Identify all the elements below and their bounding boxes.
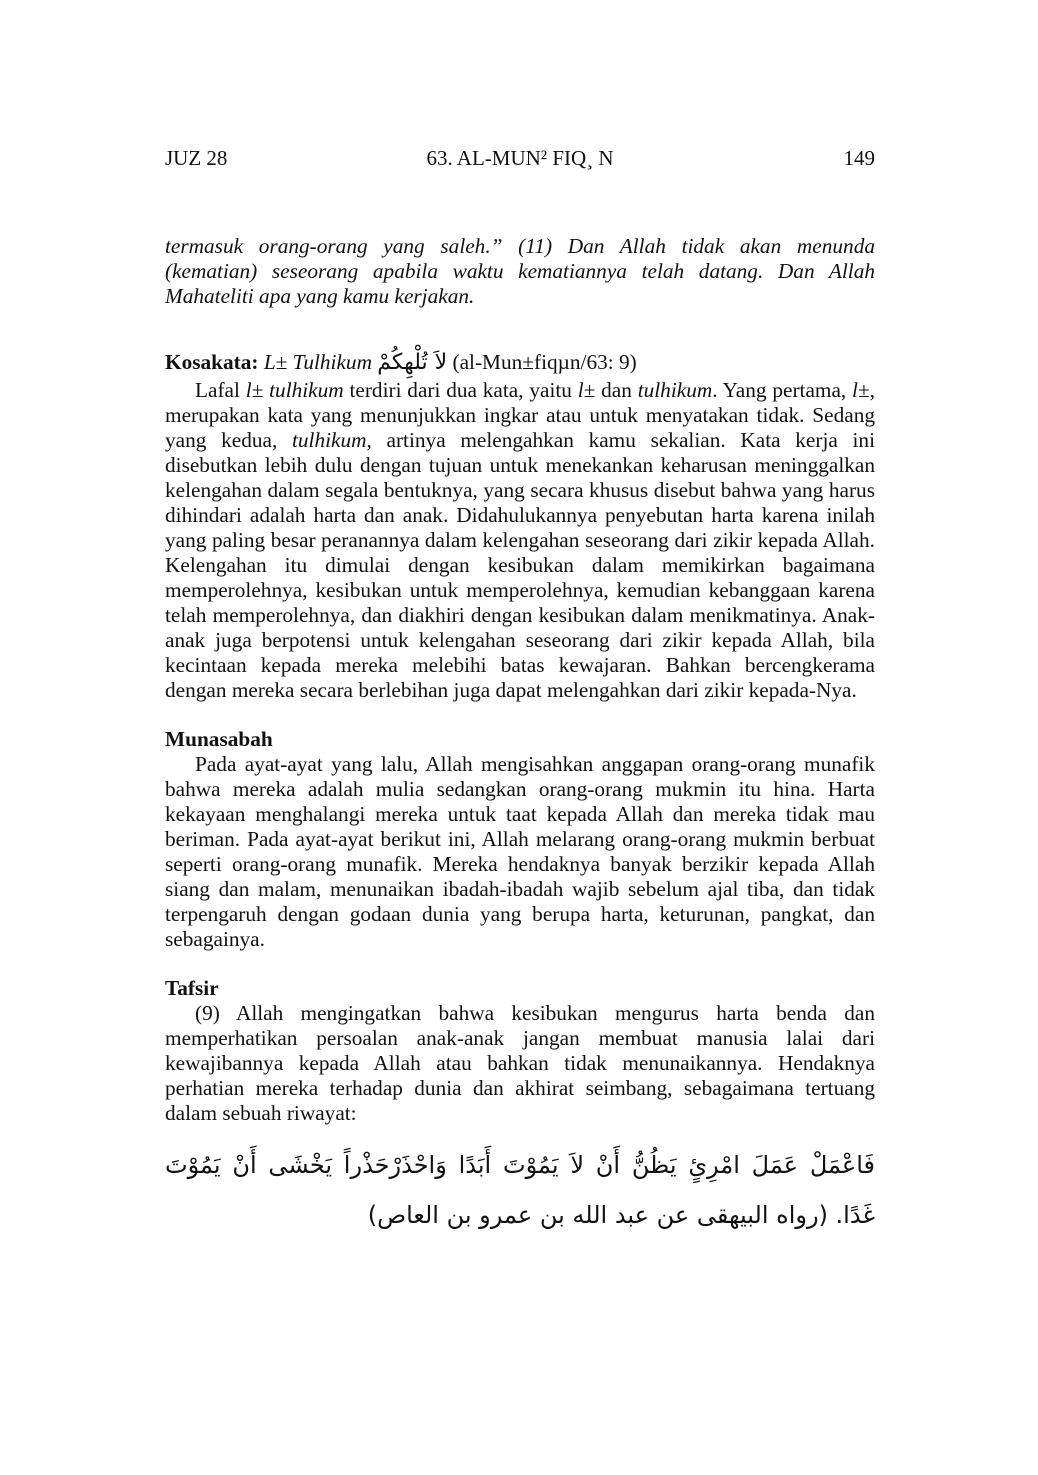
tafsir-heading: Tafsir	[165, 976, 219, 1000]
kosakata-text: Lafal	[195, 378, 246, 402]
kosakata-term-italic: tulhikum	[291, 428, 367, 452]
tafsir-paragraph: (9) Allah mengingatkan bahwa kesibukan mengurus harta benda dan memperhatikan persoalan anak-anak jangan membuat manusia lalai dari kewajibannya kepada Allah atau bahkan tidak menunaikannya. Hendaknya perhatian mereka terhadap dunia dan akhirat seimbang, sebagaimana tertuang dalam sebuah riwayat:	[165, 1001, 875, 1125]
surah-title: 63. AL-MUN² FIQ¸ N	[426, 146, 614, 170]
kosakata-term-italic: l± tulhikum	[245, 378, 344, 402]
kosakata-text: , artinya melengahkan kamu sekalian. Kata kerja ini disebutkan lebih dulu dengan tujuan untuk menekankan keharusan meninggalkan kelengahan dalam segala bentuknya, yang secara khusus disebut bahwa yang harus dihindari adalah harta dan anak. Didahulukannya penyebutan harta karena inilah yang paling besar peranannya dalam kelengahan seseorang dari zikir kepada Allah. Kelengahan itu dimulai dengan kesibukan dalam memikirkan bagaimana memperolehnya, kesibukan untuk memperolehnya, kemudian kebanggaan karena telah memperolehnya, dan diakhiri dengan kesibukan dalam menikmatinya. Anak-anak juga berpotensi untuk kelengahan seseorang dari zikir kepada Allah, bila kecintaan kepada mereka melebihi batas kewajaran. Bahkan bercengkerama dengan mereka secara berlebihan juga dapat melengahkan dari zikir kepada-Nya.	[165, 428, 875, 702]
munasabah-heading: Munasabah	[165, 727, 273, 751]
kosakata-term: L± Tulhikum	[263, 350, 372, 374]
munasabah-paragraph: Pada ayat-ayat yang lalu, Allah mengisahkan anggapan orang-orang munafik bahwa mereka adalah mulia sedangkan orang-orang mukmin itu hina. Harta kekayaan menghalangi mereka untuk taat kepada Allah dan mereka tidak mau beriman. Pada ayat-ayat berikut ini, Allah melarang orang-orang mukmin berbuat seperti orang-orang munafik. Mereka hendaknya banyak berzikir kepada Allah siang dan malam, menunaikan ibadah-ibadah wajib sebelum ajal tiba, dan tidak terpengaruh dengan godaan dunia yang berupa harta, keturunan, pangkat, dan sebagainya.	[165, 752, 875, 951]
kosakata-paragraph	[165, 378, 875, 703]
spacer	[165, 703, 875, 727]
kosakata-reference: (al-Mun±fiqµn/63: 9)	[452, 350, 637, 374]
spacer	[165, 952, 875, 976]
kosakata-text: dan	[595, 378, 638, 402]
kosakata-term-italic: l±	[852, 378, 870, 402]
kosakata-term-italic: tulhikum	[637, 378, 713, 402]
juz-label: JUZ 28	[165, 146, 228, 170]
running-header	[165, 146, 875, 176]
kosakata-label: Kosakata:	[165, 350, 259, 374]
arabic-quote: فَاعْمَلْ عَمَلَ امْرِئٍ يَظُنُّ أَنْ لاَ يَمُوْتَ أَبَدًا وَاحْذَرْحَذْراً يَخْشَى أَنْ يَمُوْتَ غَدًا. (رواه البيهقى عن عبد الله بن عمرو بن العاص)	[165, 1151, 875, 1229]
kosakata-line	[165, 347, 875, 378]
kosakata-term-italic: l±	[577, 378, 596, 402]
kosakata-text: , merupakan kata yang menunjukkan ingkar atau untuk menyatakan tidak. Sedang yang kedua,	[165, 378, 875, 452]
page-content	[165, 234, 875, 1240]
intro-paragraph: termasuk orang-orang yang saleh.” (11) Dan Allah tidak akan menunda (kematian) seseorang apabila waktu kematiannya telah datang. Dan Allah Mahateliti apa yang kamu kerjakan.	[165, 234, 875, 308]
kosakata-text: terdiri dari dua kata, yaitu	[343, 378, 578, 402]
kosakata-text: . Yang pertama,	[712, 378, 853, 402]
page-number: 149	[843, 146, 875, 170]
spacer	[165, 309, 875, 347]
kosakata-arabic: لاَ تُلْهِكُمْ	[377, 350, 448, 375]
